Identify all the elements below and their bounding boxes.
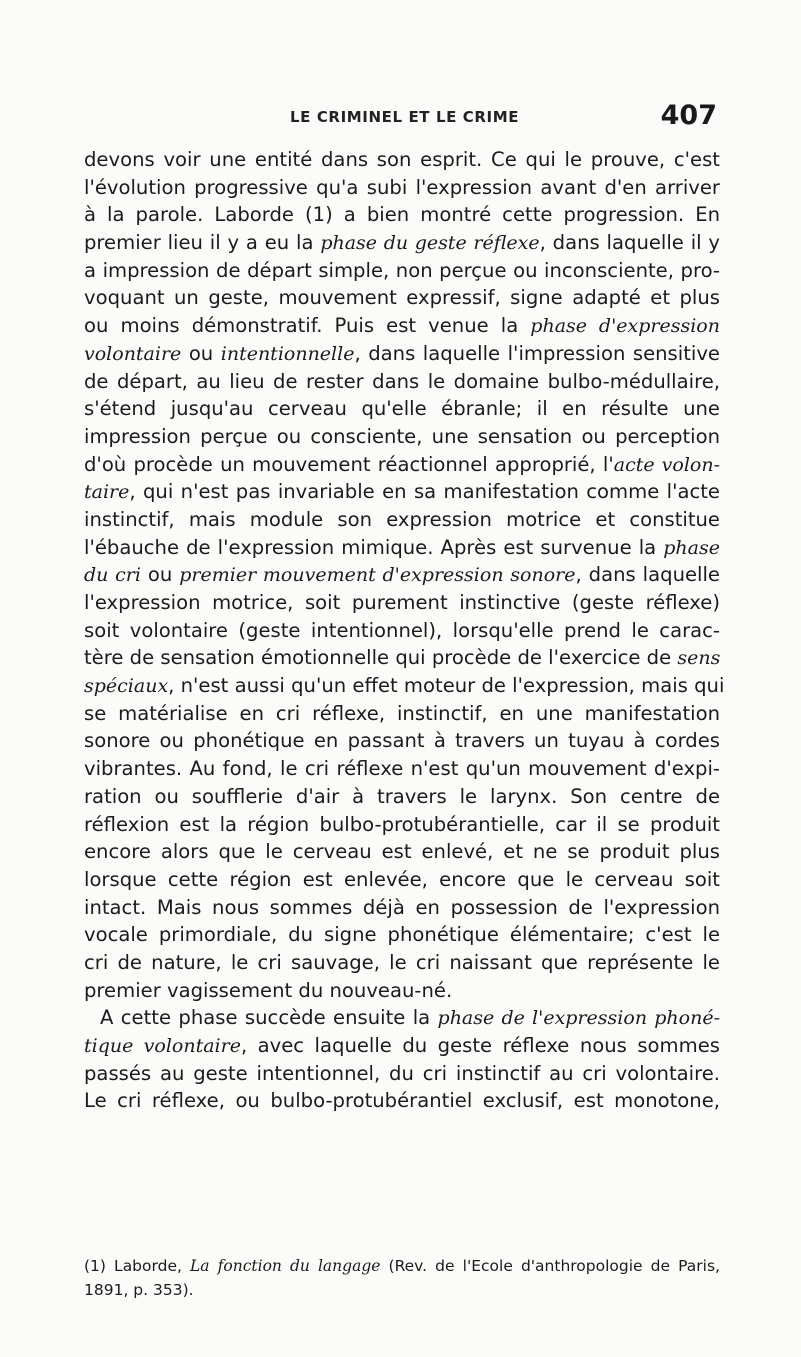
body-line [84, 1060, 720, 1088]
body-line [84, 229, 720, 257]
text-run: Le cri réflexe, ou bulbo-protubérantiel exclusif, est monotone, [84, 1089, 720, 1113]
body-line [84, 534, 720, 562]
text-run: , dans laquelle l'impression sensitive [354, 341, 720, 365]
text-run: premier vagissement du nouveau-né. [84, 978, 453, 1002]
footnote-line [84, 1254, 720, 1278]
italic-run: La fonction du langage [190, 1257, 381, 1275]
italic-run: sens [677, 647, 721, 670]
text-run: ration ou soufflerie d'air à travers le larynx. Son centre de [84, 784, 720, 808]
page-number: 407 [660, 100, 717, 131]
text-run: l'ébauche de l'expression mimique. Après est survenue la [84, 535, 664, 559]
text-run: a impression de départ simple, non perçue ou inconsciente, pro- [84, 258, 720, 282]
italic-run: du cri [84, 564, 141, 587]
body-text [84, 146, 725, 1115]
text-run: sonore ou phonétique en passant à travers un tuyau à cordes [84, 729, 720, 753]
body-line [84, 340, 720, 368]
text-run: d'où procède un mouvement réactionnel approprié, l' [84, 452, 614, 476]
body-line [84, 1032, 720, 1060]
text-run: ou moins démonstratif. Puis est venue la [84, 314, 531, 338]
body-line [84, 257, 720, 285]
text-run: (1) Laborde, [84, 1257, 191, 1275]
body-line [84, 727, 720, 755]
text-run: passés au geste intentionnel, du cri instinctif au cri volontaire. [84, 1061, 720, 1085]
body-line [84, 589, 720, 617]
body-line [84, 644, 720, 672]
text-run: , qui n'est pas invariable en sa manifestation comme l'acte [129, 480, 720, 504]
footnote-line [84, 1278, 720, 1302]
body-line [84, 811, 720, 839]
text-run: premier lieu il y a eu la [84, 231, 321, 255]
body-line [84, 921, 720, 949]
text-run: , dans laquelle [575, 563, 720, 587]
running-title: LE CRIMINEL ET LE CRIME [290, 108, 520, 126]
text-run: soit volontaire (geste intentionnel), lorsqu'elle prend le carac- [84, 618, 720, 642]
text-run: cri de nature, le cri sauvage, le cri naissant que représente le [84, 950, 720, 974]
body-line [84, 949, 720, 977]
italic-run: phase de l'expression phoné- [437, 1007, 720, 1030]
text-run: voquant un geste, mouvement expressif, signe adapté et plus [84, 286, 720, 310]
text-run: devons voir une entité dans son esprit. Ce qui le prouve, c'est [84, 148, 720, 171]
text-run: , avec laquelle du geste réflexe nous sommes [240, 1034, 720, 1057]
body-line [84, 506, 720, 534]
body-line [84, 368, 720, 396]
body-line [84, 451, 720, 479]
italic-run: taire [84, 481, 130, 504]
italic-run: spéciaux [84, 675, 169, 698]
body-line [84, 1087, 720, 1115]
body-line [84, 700, 720, 728]
italic-run: tique volontaire [84, 1035, 241, 1057]
italic-run: phase du geste réflexe [320, 232, 540, 255]
text-run: à la parole. Laborde (1) a bien montré cette progression. En [84, 203, 720, 227]
text-run: vocale primordiale, du signe phonétique élémentaire; c'est le [84, 923, 720, 947]
text-run: impression perçue ou consciente, une sensation ou perception [84, 424, 720, 448]
italic-run: premier mouvement d'expression sonore [179, 564, 576, 587]
body-line [84, 894, 720, 922]
body-line [84, 866, 720, 894]
text-run: , dans laquelle il y [539, 231, 721, 255]
body-line [84, 146, 720, 174]
body-line [84, 1004, 720, 1032]
body-line [84, 617, 720, 645]
text-run: intact. Mais nous sommes déjà en possession de l'expression [84, 895, 720, 919]
italic-run: acte volon- [613, 453, 720, 476]
italic-run: phase d'expression [530, 315, 720, 338]
italic-run: volontaire [84, 342, 182, 365]
text-run: ou [181, 341, 221, 365]
body-line [84, 783, 720, 811]
body-line [84, 838, 720, 866]
text-run: se matérialise en cri réflexe, instinctif, en une manifestation [84, 701, 720, 725]
body-line [84, 284, 720, 312]
text-run: instinctif, mais module son expression motrice et constitue [84, 507, 720, 531]
text-run: 1891, p. 353). [84, 1281, 194, 1299]
body-line [84, 672, 725, 700]
text-run: A cette phase succède ensuite la [100, 1006, 438, 1030]
text-run: l'évolution progressive qu'a subi l'expression avant d'en arriver [84, 175, 720, 199]
footnote [84, 1254, 720, 1302]
body-line [84, 174, 720, 202]
body-line [84, 201, 720, 229]
text-run: vibrantes. Au fond, le cri réflexe n'est qu'un mouvement d'expi- [84, 757, 720, 781]
body-line [84, 755, 720, 783]
running-header [0, 100, 801, 134]
body-line [84, 478, 720, 506]
text-run: tère de sensation émotionnelle qui procède de l'exercice de [84, 646, 678, 670]
text-run: réflexion est la région bulbo-protubérantielle, car il se produit [84, 812, 720, 836]
body-line [84, 977, 720, 1005]
italic-run: phase [663, 536, 720, 559]
text-run: s'étend jusqu'au cerveau qu'elle ébranle; il en résulte une [84, 397, 720, 421]
text-run: l'expression motrice, soit purement instinctive (geste réflexe) [84, 591, 720, 614]
text-run: lorsque cette région est enlevée, encore que le cerveau soit [84, 867, 720, 891]
body-line [84, 395, 720, 423]
text-run: , n'est aussi qu'un effet moteur de l'expression, mais qui [168, 674, 725, 698]
italic-run: intentionnelle [220, 342, 355, 365]
text-run: ou [140, 563, 180, 587]
text-run: de départ, au lieu de rester dans le domaine bulbo-médullaire, [84, 369, 720, 393]
body-line [84, 561, 720, 589]
body-line [84, 312, 720, 340]
text-run: (Rev. de l'Ecole d'anthropologie de Paris, [380, 1257, 720, 1275]
text-run: encore alors que le cerveau est enlevé, et ne se produit plus [84, 840, 720, 864]
body-line [84, 423, 720, 451]
